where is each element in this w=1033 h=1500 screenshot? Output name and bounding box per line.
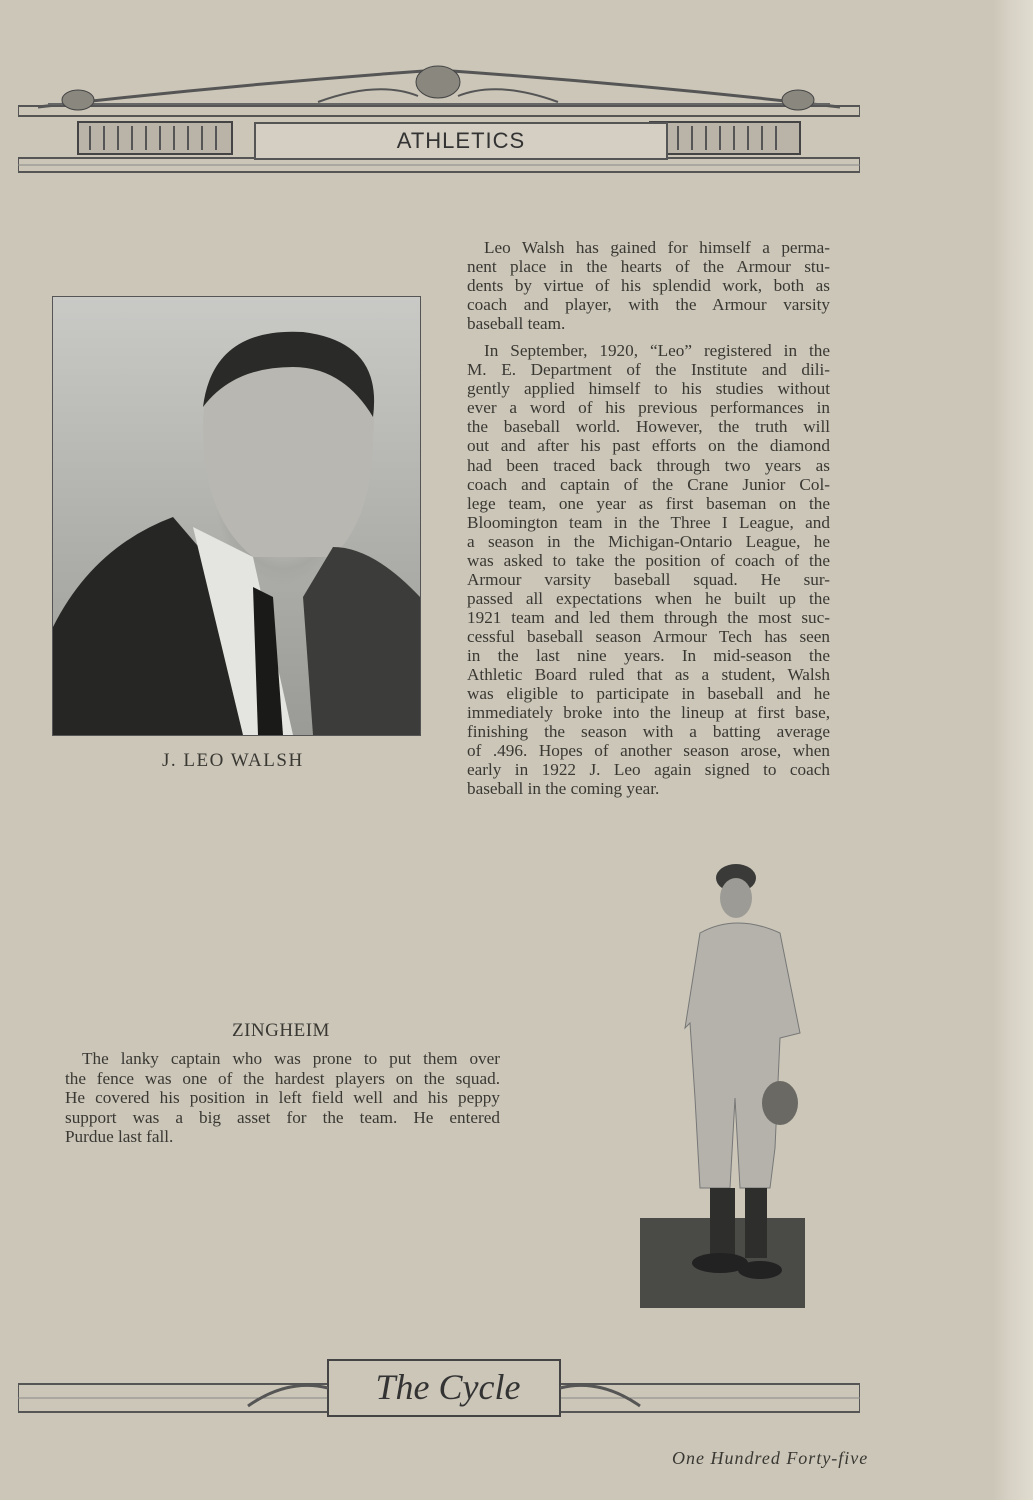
text-line: baseball in the coming year. [467,779,660,799]
text-line: in the last nine years. In mid-season the [467,645,830,665]
footer-banner [18,1358,860,1420]
text-line: ever a word of his previous performances in [467,398,830,418]
bio-paragraph-1 [467,238,830,333]
walsh-bio [467,238,830,798]
text-line: of .496. Hopes of another season arose, when [467,741,830,761]
text-line: cessful baseball season Armour Tech has seen [467,626,830,646]
zingheim-baseball-photo [640,858,805,1308]
the-cycle-logo: The Cycle [375,1367,521,1407]
text-line: passed all expectations when he built up the [467,588,830,608]
text-line: coach and player, with the Armour varsity [467,295,830,315]
zingheim-heading: ZINGHEIM [232,1020,330,1041]
text-line: In September, 1920, “Leo” registered in the [484,341,830,361]
text-line: support was a big asset for the team. He entered [65,1107,500,1127]
text-line: gently applied himself to his studies without [467,379,830,399]
zingheim-text [65,1049,500,1147]
text-line: finishing the season with a batting average [467,722,830,742]
portrait-silhouette-icon [53,297,420,735]
text-line: Purdue last fall. [65,1127,174,1146]
text-line: Armour varsity baseball squad. He sur- [467,569,830,589]
text-line: was eligible to participate in baseball and he [467,684,830,704]
baseball-player-silhouette-icon [640,858,805,1308]
text-line: immediately broke into the lineup at first base, [467,703,830,723]
section-title: ATHLETICS [254,122,668,160]
page-number: One Hundred Forty-five [672,1448,869,1468]
text-line: was asked to take the position of coach of the [467,550,830,570]
text-line: out and after his past efforts on the diamond [467,436,830,456]
walsh-caption: J. LEO WALSH [162,750,304,771]
text-line: He covered his position in left field well and his peppy [65,1088,500,1107]
bio-paragraph-2 [467,341,830,798]
text-line: Athletic Board ruled that as a student, Walsh [467,665,830,685]
page-edge [993,0,1033,1500]
text-line: M. E. Department of the Institute and dili- [467,360,830,380]
text-line: Bloomington team in the Three I League, and [467,512,830,532]
text-line: a season in the Michigan-Ontario League, he [467,531,830,551]
walsh-portrait-photo [52,296,421,736]
text-line: early in 1922 J. Leo again signed to coach [467,760,830,780]
text-line: coach and captain of the Crane Junior Col- [467,474,830,494]
text-line: nent place in the hearts of the Armour stu- [467,257,830,277]
text-line: The lanky captain who was prone to put them over [82,1049,500,1068]
header-banner [18,62,860,177]
text-line: the fence was one of the hardest players on the squad. [65,1068,500,1088]
text-line: the baseball world. However, the truth will [467,417,830,437]
text-line: dents by virtue of his splendid work, both as [467,276,830,296]
text-line: Leo Walsh has gained for himself a perma- [484,238,830,257]
text-line: lege team, one year as first baseman on the [467,493,830,513]
text-line: 1921 team and led them through the most suc- [467,607,830,627]
text-line: baseball team. [467,314,566,334]
text-line: had been traced back through two years as [467,455,830,475]
